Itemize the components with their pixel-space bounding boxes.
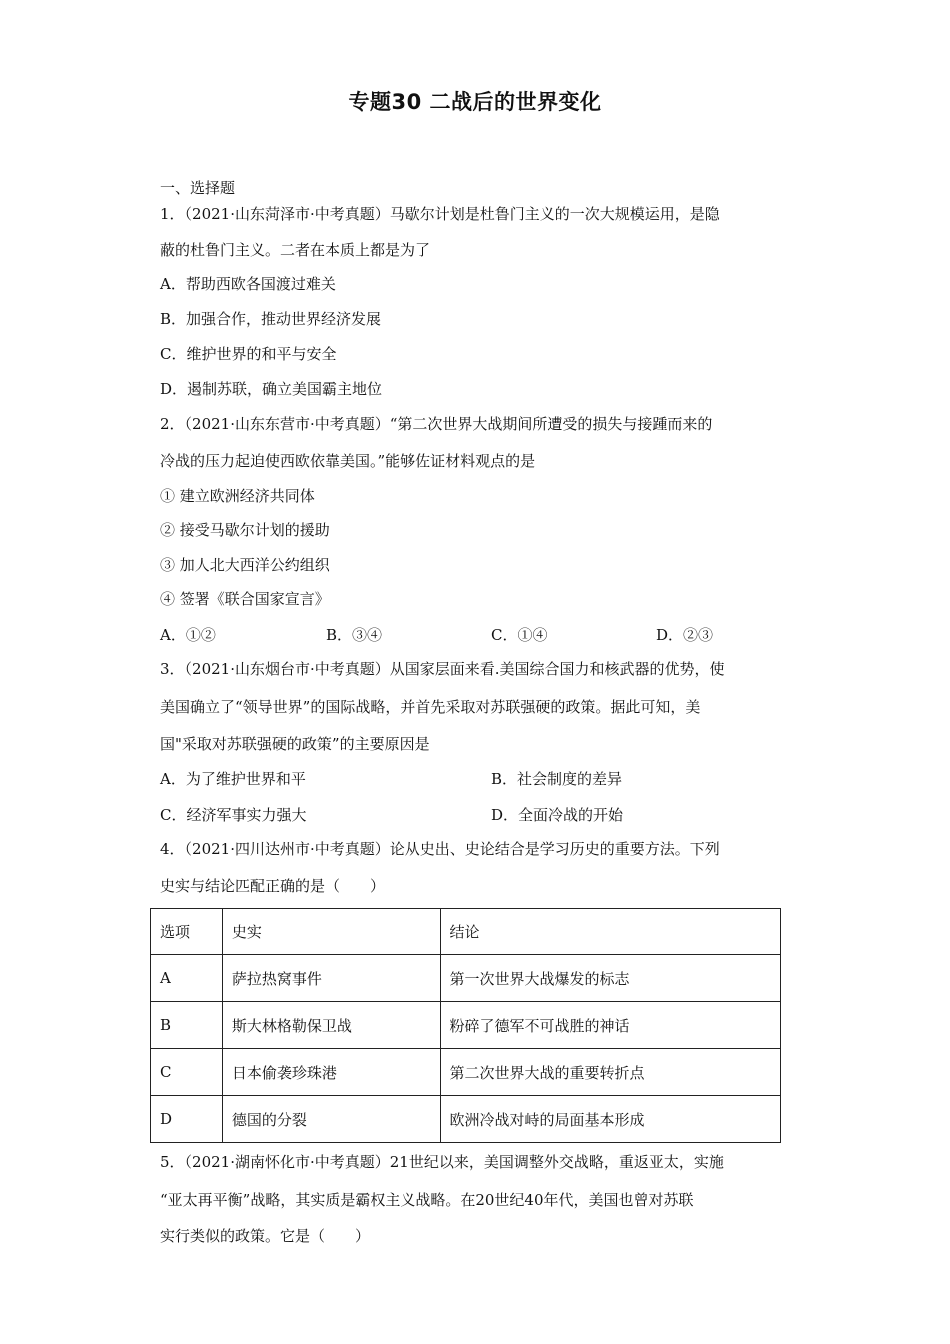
q4-stem-line-2: 史实与结论匹配正确的是（ ） [160, 877, 386, 895]
table-row [151, 955, 781, 1002]
table-row [151, 1002, 781, 1049]
section-heading: 一、选择题 [160, 179, 236, 197]
table-cell: 粉碎了德军不可战胜的神话 [440, 1002, 780, 1049]
q2-option-a: A．①② [160, 626, 216, 644]
q3-options-row-2 [160, 804, 800, 824]
table-cell: B [151, 1002, 223, 1049]
q5-stem-line-2: “亚太再平衡”战略，其实质是霸权主义战略。在20世纪40年代，美国也曾对苏联 [160, 1191, 694, 1209]
q1-option-d: D．遏制苏联，确立美国霸主地位 [160, 380, 383, 398]
table-header-cell: 史实 [222, 909, 440, 955]
q2-item-2: ② 接受马歇尔计划的援助 [160, 521, 330, 539]
q3-option-d: D．全面冷战的开始 [491, 806, 624, 824]
q2-stem-line-1: 2．（2021·山东东营市·中考真题）“第二次世界大战期间所遭受的损失与接踵而来的 [160, 415, 713, 433]
table-cell: C [151, 1049, 223, 1096]
table-row [151, 1096, 781, 1143]
table-cell: 德国的分裂 [222, 1096, 440, 1143]
q2-option-b: B．③④ [326, 626, 383, 644]
q3-option-c: C．经济军事实力强大 [160, 806, 307, 824]
table-cell: 斯大林格勒保卫战 [222, 1002, 440, 1049]
q1-stem-line-2: 蔽的杜鲁门主义。二者在本质上都是为了 [160, 241, 431, 259]
table-row [151, 1049, 781, 1096]
q2-option-c: C．①④ [491, 626, 548, 644]
q1-option-a: A．帮助西欧各国渡过难关 [160, 275, 336, 293]
table-cell: 欧洲冷战对峙的局面基本形成 [440, 1096, 780, 1143]
q1-option-b: B．加强合作，推动世界经济发展 [160, 310, 382, 328]
q3-stem-line-3: 国"采取对苏联强硬的政策”的主要原因是 [160, 735, 430, 753]
table-cell: A [151, 955, 223, 1002]
table-header-row [151, 909, 781, 955]
page-title: 专题30 二战后的世界变化 [348, 90, 602, 114]
q2-item-3: ③ 加人北大西洋公约组织 [160, 556, 330, 574]
q2-item-4: ④ 签署《联合国家宣言》 [160, 590, 330, 608]
table-header-cell: 选项 [151, 909, 223, 955]
q2-item-1: ① 建立欧洲经济共同体 [160, 487, 315, 505]
q3-option-b: B．社会制度的差异 [491, 770, 623, 788]
table-cell: D [151, 1096, 223, 1143]
q4-stem-line-1: 4．（2021·四川达州市·中考真题）论从史出、史论结合是学习历史的重要方法。下列 [160, 840, 720, 858]
q2-option-d: D．②③ [656, 626, 714, 644]
q1-option-c: C．维护世界的和平与安全 [160, 345, 337, 363]
q3-stem-line-2: 美国确立了“领导世界”的国际战略，并首先采取对苏联强硬的政策。据此可知，美 [160, 698, 701, 716]
q2-stem-line-2: 冷战的压力起迫使西欧依靠美国。”能够佐证材料观点的是 [160, 452, 536, 470]
q4-table [150, 908, 781, 1143]
table-cell: 第二次世界大战的重要转折点 [440, 1049, 780, 1096]
q2-options-row [160, 624, 800, 644]
q5-stem-line-1: 5．（2021·湖南怀化市·中考真题）21世纪以来，美国调整外交战略，重返亚太，实施 [160, 1153, 724, 1171]
q3-option-a: A．为了维护世界和平 [160, 770, 306, 788]
q3-stem-line-1: 3．（2021·山东烟台市·中考真题）从国家层面来看.美国综合国力和核武器的优势，使 [160, 660, 725, 678]
table-cell: 日本偷袭珍珠港 [222, 1049, 440, 1096]
q1-stem-line-1: 1．（2021·山东菏泽市·中考真题）马歇尔计划是杜鲁门主义的一次大规模运用，是隐 [160, 205, 720, 223]
q3-options-row-1 [160, 768, 800, 788]
table-cell: 第一次世界大战爆发的标志 [440, 955, 780, 1002]
table-cell: 萨拉热窝事件 [222, 955, 440, 1002]
table-header-cell: 结论 [440, 909, 780, 955]
q5-stem-line-3: 实行类似的政策。它是（ ） [160, 1227, 371, 1245]
